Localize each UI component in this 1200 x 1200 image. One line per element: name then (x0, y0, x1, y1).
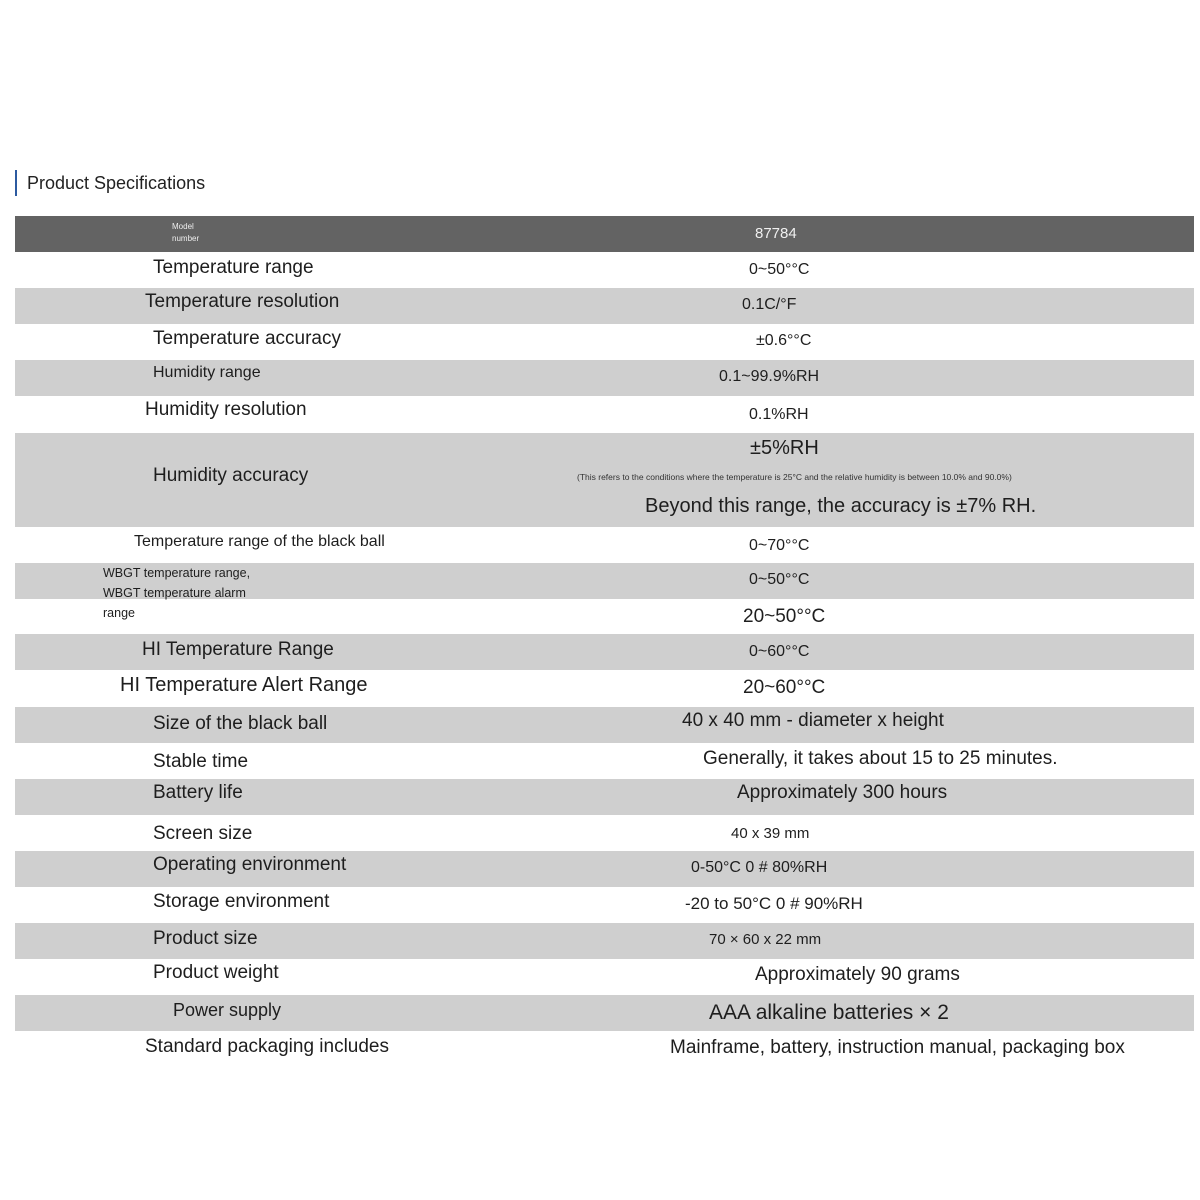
spec-value: AAA alkaline batteries × 2 (709, 1001, 949, 1024)
spec-row-humidity-range (15, 360, 1194, 396)
spec-value: 0.1%RH (749, 406, 809, 423)
spec-row-humidity-resolution (15, 396, 1194, 433)
spec-row-temperature-range (15, 252, 1194, 288)
spec-label: Battery life (153, 782, 243, 803)
spec-label: Standard packaging includes (145, 1036, 390, 1057)
section-title (15, 170, 205, 196)
spec-value: 0~70°°C (749, 537, 810, 554)
section-title-text: Product Specifications (27, 172, 206, 193)
spec-row-black-ball-size (15, 707, 1194, 743)
spec-label: Humidity range (153, 364, 261, 381)
spec-row-hi-temperature-range (15, 634, 1194, 670)
spec-label: Temperature range (153, 257, 314, 278)
spec-row-black-ball-temperature-range (15, 527, 1194, 563)
spec-value: Approximately 90 grams (755, 964, 960, 985)
spec-value: -20 to 50°C 0 # 90%RH (685, 894, 863, 913)
spec-label: HI Temperature Range (142, 639, 334, 660)
spec-label: Temperature accuracy (153, 328, 341, 349)
spec-value: 0~50°°C (749, 571, 810, 588)
spec-row-power-supply (15, 995, 1194, 1031)
spec-label: Size of the black ball (153, 713, 328, 734)
spec-label-line: WBGT temperature alarm (103, 586, 246, 600)
spec-value-secondary: 20~50°°C (743, 606, 826, 627)
spec-row-product-size (15, 923, 1194, 959)
spec-value: 40 x 40 mm - diameter x height (682, 710, 944, 731)
spec-row-stable-time (15, 743, 1194, 779)
spec-value: Mainframe, battery, instruction manual, packaging box (670, 1037, 1125, 1058)
spec-row-hi-temperature-alert-range (15, 670, 1194, 707)
spec-value: 20~60°°C (743, 677, 826, 698)
spec-row-temperature-resolution (15, 288, 1194, 324)
spec-row-product-weight (15, 959, 1194, 995)
spec-value: ±5%RH (750, 437, 819, 459)
header-label-line1: Model (172, 222, 194, 231)
spec-note: (This refers to the conditions where the temperature is 25°C and the relative humidity is between 10.0% and 90.0%) (577, 472, 1012, 482)
spec-value: 0~50°°C (749, 261, 810, 278)
spec-row-temperature-accuracy (15, 324, 1194, 360)
spec-table (15, 216, 1194, 1067)
spec-label: Power supply (173, 1000, 282, 1020)
header-label-line2: number (172, 234, 200, 243)
spec-row-operating-environment (15, 851, 1194, 887)
spec-label: Humidity resolution (145, 399, 307, 420)
spec-label: Operating environment (153, 854, 347, 875)
spec-value: 0.1~99.9%RH (719, 368, 820, 385)
spec-row-storage-environment (15, 887, 1194, 923)
title-accent-bar (15, 170, 17, 196)
spec-value: 40 x 39 mm (731, 825, 810, 842)
spec-row-standard-packaging (15, 1031, 1194, 1067)
spec-label: Stable time (153, 751, 249, 772)
spec-label-line: range (103, 606, 135, 620)
spec-row-humidity-accuracy (15, 433, 1194, 527)
spec-value: 0-50°C 0 # 80%RH (691, 859, 828, 876)
spec-value: Generally, it takes about 15 to 25 minutes. (703, 748, 1058, 769)
spec-label: Temperature range of the black ball (134, 533, 385, 550)
spec-value: 0.1C/°F (742, 296, 797, 313)
spec-row-battery-life (15, 779, 1194, 815)
spec-value: Approximately 300 hours (737, 782, 948, 803)
spec-label: Storage environment (153, 891, 330, 912)
spec-label: Product size (153, 928, 258, 949)
spec-label: Temperature resolution (145, 291, 340, 312)
spec-row-wbgt (15, 563, 1194, 634)
spec-value: 0~60°°C (749, 643, 810, 660)
spec-extra: Beyond this range, the accuracy is ±7% RH. (645, 495, 1037, 517)
header-model-value: 87784 (755, 225, 797, 242)
spec-label: Screen size (153, 823, 253, 844)
spec-value: ±0.6°°C (756, 332, 812, 349)
spec-label-line: WBGT temperature range, (103, 566, 251, 580)
spec-label: HI Temperature Alert Range (120, 674, 368, 696)
spec-label: Product weight (153, 962, 279, 983)
spec-label: Humidity accuracy (153, 465, 309, 486)
spec-header-row (15, 216, 1194, 252)
spec-row-screen-size (15, 815, 1194, 851)
spec-value: 70 × 60 x 22 mm (709, 931, 822, 948)
